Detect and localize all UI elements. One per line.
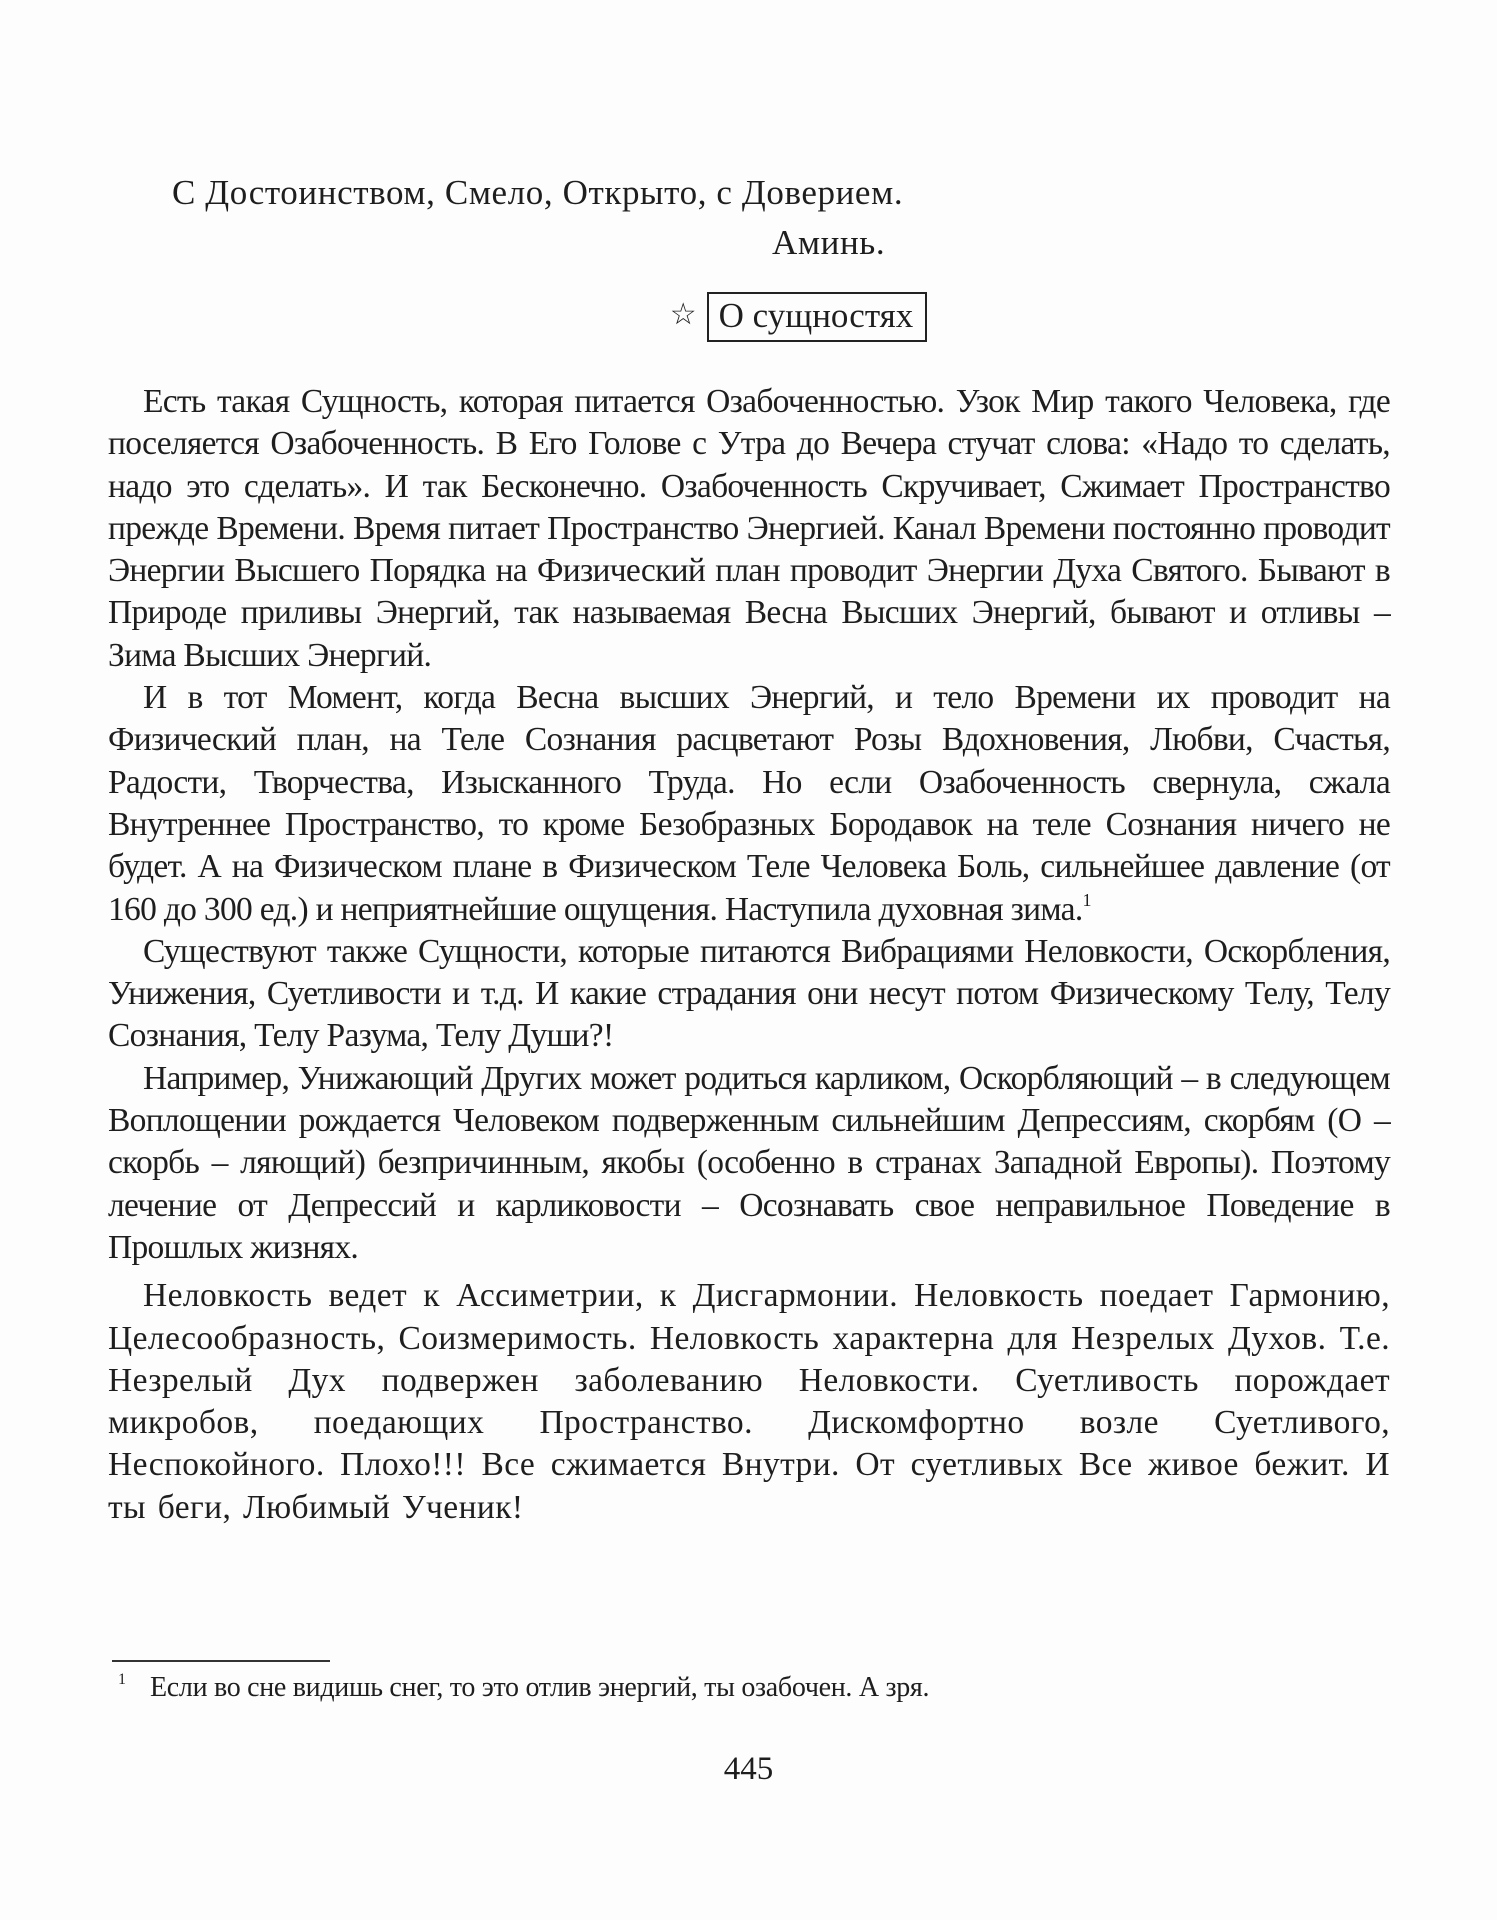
- paragraph-5: Неловкость ведет к Ассиметрии, к Дисгармонии. Неловкость поедает Гармонию, Целесообразность, Соизмеримость. Неловкость характерна для Незрелых Духов. Т.е. Незрелый Дух подвержен заболеванию Неловкости. Суетливость порождает микробов, поедающих Пространство. Дискомфортно возле Суетливого, Неспокойного. Плохо!!! Все сжимается Внутри. От суетливых Все живое бежит. И ты беги, Любимый Ученик!: [108, 1277, 1390, 1526]
- section-title: О сущностях: [707, 292, 928, 342]
- paragraph-1: Есть такая Сущность, которая питается Озабоченностью. Узок Мир такого Человека, где поселяется Озабоченность. В Его Голове с Утра до Вечера стучат слова: «Надо то сделать, надо это сделать». И так Бесконечно. Озабоченность Скручивает, Сжимает Пространство прежде Времени. Время питает Пространство Энергией. Канал Времени постоянно проводит Энергии Высшего Порядка на Физический план проводит Энергии Духа Святого. Бывают в Природе приливы Энергий, так называемая Весна Высших Энергий, бывают и отливы – Зима Высших Энергий.: [108, 383, 1390, 674]
- closing-line-2: Аминь.: [772, 223, 886, 262]
- closing-line-1: С Достоинством, Смело, Открыто, с Доверием.: [172, 173, 904, 212]
- body-text: [108, 381, 1390, 1529]
- page-number: 445: [723, 1751, 774, 1787]
- paragraph-2-text: И в тот Момент, когда Весна высших Энергий, и тело Времени их проводит на Физический план, на Теле Сознания расцветают Розы Вдохновения, Любви, Счастья, Радости, Творчества, Изысканного Труда. Но если Озабоченность свернула, сжала Внутреннее Пространство, то кроме Безобразных Бородавок на теле Сознания ничего не будет. А на Физическом плане в Физическом Теле Человека Боль, сильнейшее давление (от 160 до 300 ед.) и неприятнейшие ощущения. Наступила духовная зима.: [108, 679, 1390, 928]
- closing-lines: [172, 168, 1072, 268]
- footnote: 1 Если во сне видишь снег, то это отлив энергий, ты озабочен. А зря.: [118, 1671, 930, 1703]
- section-heading: [0, 292, 1497, 342]
- footnote-reference: 1: [1082, 889, 1091, 910]
- star-icon: ☆: [669, 297, 697, 332]
- paragraph-4: Например, Унижающий Других может родиться карликом, Оскорбляющий – в следующем Воплощении рождается Человеком подверженным сильнейшим Депрессиям, скорбям (О – скорбь – ляющий) безпричинным, якобы (особенно в странах Западной Европы). Поэтому лечение от Депрессий и карликовости – Осознавать свое неправильное Поведение в Прошлых жизнях.: [108, 1059, 1390, 1266]
- paragraph-3: Существуют также Сущности, которые питаются Вибрациями Неловкости, Оскорбления, Унижения, Суетливости и т.д. И какие страдания они несут потом Физическому Телу, Телу Сознания, Телу Разума, Телу Души?!: [108, 932, 1390, 1055]
- footnote-text: Если во сне видишь снег, то это отлив энергий, ты озабочен. А зря.: [150, 1672, 930, 1703]
- footnote-divider: [112, 1660, 330, 1662]
- paragraph-2: [108, 677, 1390, 931]
